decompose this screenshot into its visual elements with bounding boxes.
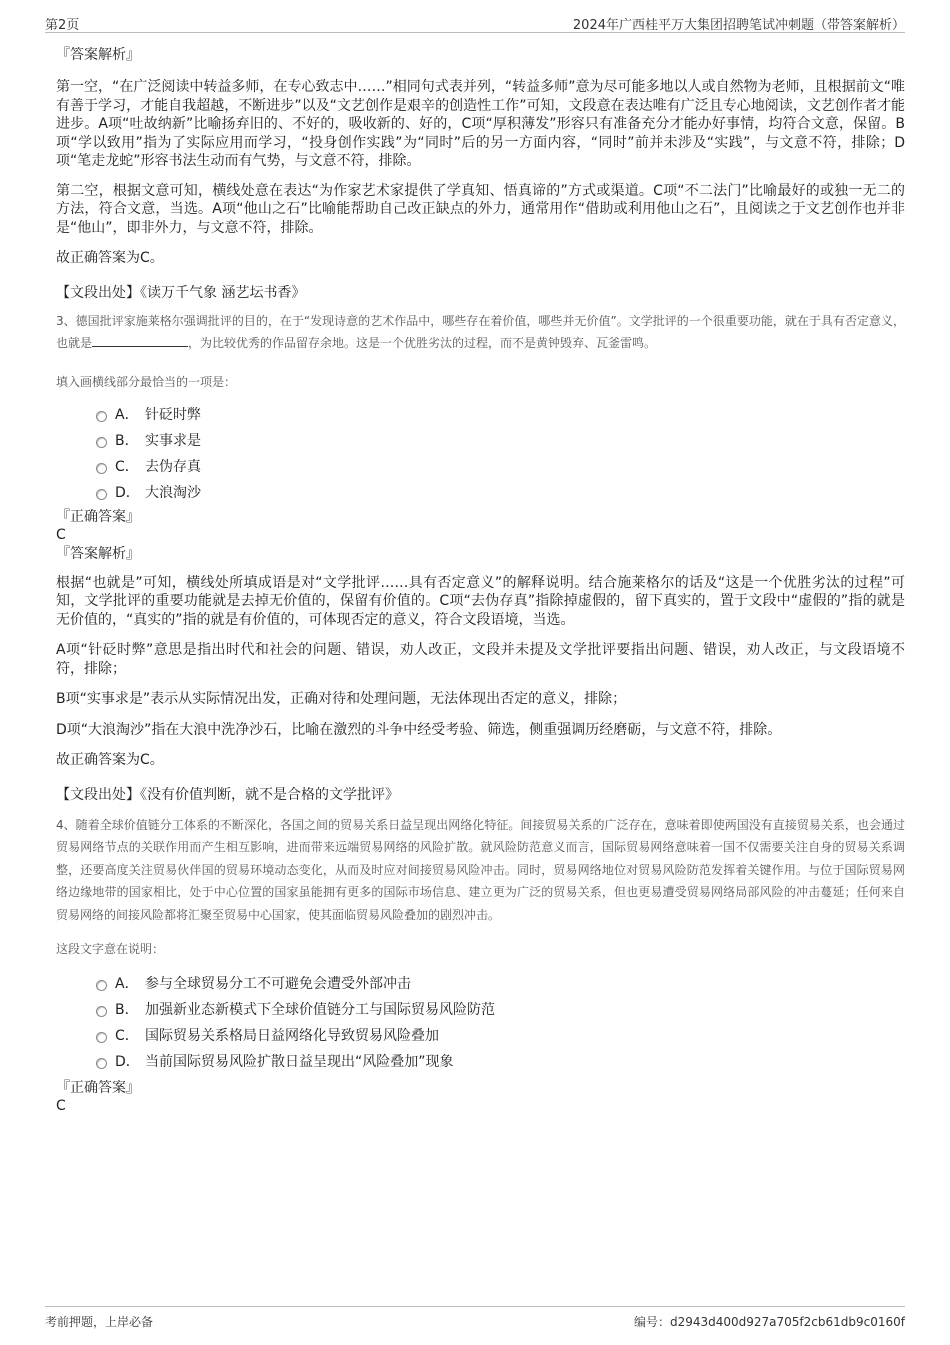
q3-option-b[interactable]: B． 实事求是: [96, 428, 905, 454]
q2-analysis-paragraph-2: 第二空，根据文意可知，横线处意在表达“为作家艺术家提供了学真知、悟真谛的”方式或渠道。C项“不二法门”比喻最好的或独一无二的方法，符合文意，当选。A项“他山之石”比喻能帮助自己改正缺点的外力，通常用作“借助或利用他山之石”，且阅读之于文艺创作也并非是“他山”，即非外力，与文意不符，排除。: [56, 182, 905, 236]
radio-icon[interactable]: [96, 489, 107, 500]
q2-conclusion: 故正确答案为C。: [56, 250, 164, 266]
q4-option-a[interactable]: A． 参与全球贸易分工不可避免会遭受外部冲击: [96, 971, 905, 997]
radio-icon[interactable]: [96, 980, 107, 991]
radio-icon[interactable]: [96, 463, 107, 474]
page-header: [45, 10, 905, 33]
correct-answer-label: 『正确答案』: [56, 1080, 140, 1096]
footer-slogan: 考前押题，上岸必备: [45, 1315, 154, 1329]
q3-prompt: 填入画横线部分最恰当的一项是：: [56, 374, 237, 389]
q3-analysis-paragraph-3: B项“实事求是”表示从实际情况出发，正确对待和处理问题，无法体现出否定的意义，排除；: [56, 691, 627, 707]
page-content: [56, 44, 905, 1115]
q3-text-part-1: 3、德国批评家施莱格尔强调批评的目的，在于“发现诗意的艺术作品中，哪些存在着价值，哪些并无价值”。文学批评的一个很重要功能，就在于具有否定意义，也就是: [56, 313, 905, 350]
radio-icon[interactable]: [96, 1058, 107, 1069]
radio-icon[interactable]: [96, 437, 107, 448]
radio-icon[interactable]: [96, 1032, 107, 1043]
code-label: 编号：: [633, 1315, 670, 1329]
radio-icon[interactable]: [96, 411, 107, 422]
q4-question-text: 4、随着全球价值链分工体系的不断深化，各国之间的贸易关系日益呈现出网络化特征。间接贸易关系的广泛存在，意味着即使两国没有直接贸易关系，也会通过贸易网络节点的关联作用而产生相互影响，进而带来远端贸易网络的风险扩散。就风险防范意义而言，国际贸易网络意味着一国不仅需要关注自身的贸易关系调整，还要高度关注贸易伙伴国的贸易环境动态变化，从而及时应对间接贸易风险冲击。同时，贸易网络地位对贸易风险防范发挥着关键作用。与位于国际贸易网络边缘地带的国家相比，处于中心位置的国家虽能拥有更多的国际市场信息、建立更为广泛的贸易关系，但也更易遭受贸易网络局部风险的冲击蔓延；任何来自贸易网络的间接风险都将汇聚至贸易中心国家，使其面临贸易风险叠加的剧烈冲击。: [56, 817, 905, 922]
q4-prompt: 这段文字意在说明：: [56, 942, 165, 956]
q3-analysis-paragraph-4: D项“大浪淘沙”指在大浪中洗净沙石，比喻在激烈的斗争中经受考验、筛选，侧重强调历经磨砺，与文意不符，排除。: [56, 721, 782, 738]
q3-option-d[interactable]: D． 大浪淘沙: [96, 480, 905, 506]
page-number: 第2页: [45, 18, 80, 33]
q3-text-part-2: ，为比较优秀的作品留存余地。这是一个优胜劣汰的过程，而不是黄钟毁弃、瓦釜雷鸣。: [188, 336, 657, 350]
q4-option-b[interactable]: B． 加强新业态新模式下全球价值链分工与国际贸易风险防范: [96, 997, 905, 1023]
q3-options: [96, 402, 905, 506]
correct-answer-label: 『正确答案』: [56, 508, 140, 525]
q3-option-a[interactable]: A． 针砭时弊: [96, 402, 905, 428]
document-title: 2024年广西桂平万大集团招聘笔试冲刺题（带答案解析）: [572, 18, 905, 33]
q4-options: [96, 971, 905, 1075]
q4-option-c[interactable]: C． 国际贸易关系格局日益网络化导致贸易风险叠加: [96, 1023, 905, 1049]
q4-option-d[interactable]: D． 当前国际贸易风险扩散日益呈现出“风险叠加”现象: [96, 1049, 905, 1075]
q2-source: 【文段出处】《读万千气象 涵艺坛书香》: [56, 284, 306, 301]
q3-source: 【文段出处】《没有价值判断，就不是合格的文学批评》: [56, 786, 399, 803]
q3-option-c[interactable]: C． 去伪存真: [96, 454, 905, 480]
q4-correct-answer: C: [56, 1098, 66, 1114]
analysis-label: 『答案解析』: [56, 545, 140, 562]
fill-blank: [92, 333, 188, 347]
q2-analysis-paragraph-1: 第一空，“在广泛阅读中转益多师，在专心致志中……”相同句式表并列，“转益多师”意为尽可能多地以人或自然物为老师，且根据前文“唯有善于学习，才能自我超越，不断进步”以及“文艺创作是艰辛的创造性工作”可知，文段意在表达唯有广泛且专心地阅读，文艺创作者才能进步。A项“吐故纳新”比喻扬弃旧的、不好的，吸收新的、好的，C项“厚积薄发”形容只有准备充分才能办好事情，均符合文意，保留。B项“学以致用”指为了实际应用而学习，“投身创作实践”为“同时”后的另一方面内容，“同时”前并未涉及“实践”，与文意不符，排除；D项“笔走龙蛇”形容书法生动而有气势，与文意不符，排除。: [56, 79, 905, 169]
radio-icon[interactable]: [96, 1006, 107, 1017]
code-value: d2943d400d927a705f2cb61db9c0160f: [669, 1315, 905, 1329]
q3-analysis-paragraph-2: A项“针砭时弊”意思是指出时代和社会的问题、错误，劝人改正，文段并未提及文学批评要指出问题、错误，劝人改正，与文段语境不符，排除；: [56, 642, 905, 677]
q3-correct-answer: C: [56, 526, 66, 543]
analysis-label: 『答案解析』: [56, 47, 140, 63]
document-code: [634, 1313, 905, 1330]
page-footer: [45, 1306, 905, 1331]
q3-analysis-paragraph-1: 根据“也就是”可知，横线处所填成语是对“文学批评……具有否定意义”的解释说明。结合施莱格尔的话及“这是一个优胜劣汰的过程”可知，文学批评的重要功能就是去掉无价值的，保留有价值的。C项“去伪存真”指除掉虚假的，留下真实的，置于文段中“虚假的”指的就是无价值的，“真实的”指的就是有价值的，可体现否定的意义，符合文段语境，当选。: [56, 574, 905, 628]
q3-conclusion: 故正确答案为C。: [56, 752, 164, 768]
q3-question-text: [56, 310, 905, 355]
